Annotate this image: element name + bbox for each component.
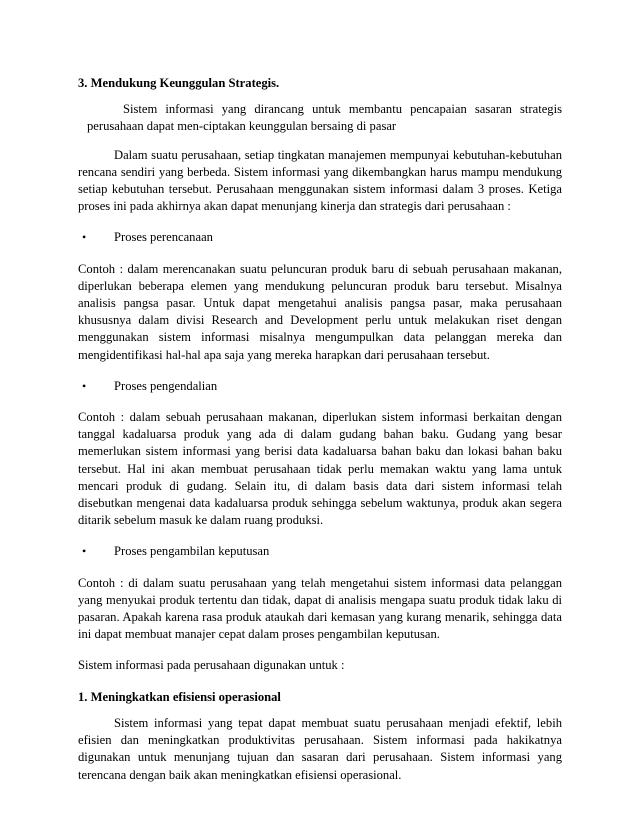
section-3-intro: Sistem informasi yang dirancang untuk membantu pencapaian sasaran strategis perusahaan dapat men-ciptakan keunggulan bersaing di pasar bbox=[87, 102, 562, 134]
section-3-paragraph: Dalam suatu perusahaan, setiap tingkatan manajemen mempunyai kebutuhan-kebutuhan rencana sendiri yang berbeda. Sistem informasi yang dikembangkan harus mampu mendukung setiap kebutuhan tersebut. Perusahaan menggunakan sistem informasi dalam 3 proses. Ketiga proses ini pada akhirnya akan dapat menunjang kinerja dan strategis dari perusahaan : bbox=[78, 147, 562, 214]
bullet-icon bbox=[78, 543, 114, 560]
bullet-icon bbox=[78, 378, 114, 395]
section-1-paragraph: Sistem informasi yang tepat dapat membuat suatu perusahaan menjadi efektif, lebih efisien dan meningkatkan produktivitas perusahaan. Sistem informasi pada hakikatnya digunakan untuk menunjang tujuan dan sasaran dari perusahaan. Sistem informasi yang terencana dengan baik akan meningkatkan efisiensi operasional. bbox=[78, 715, 562, 782]
uses-intro: Sistem informasi pada perusahaan digunakan untuk : bbox=[78, 658, 345, 673]
document-body bbox=[78, 75, 562, 784]
example-paragraph-planning: Contoh : dalam merencanakan suatu peluncuran produk baru di sebuah perusahaan makanan, diperlukan beberapa elemen yang mendukung peluncuran produk baru tersebut. Misalnya analisis pangsa pasar. Untuk dapat mengetahui analisis pangsa pasar, maka perusahaan khususnya dalam divisi Research and Development perlu untuk melakukan riset dengan menggunakan sistem informasi misalnya mengumpulkan data pelanggan mereka dan mengidentifikasi hal-hal apa saja yang mereka harapkan dari perusahaan tersebut. bbox=[78, 261, 562, 362]
bullet-label: Proses perencanaan bbox=[114, 230, 213, 245]
bullet-item-planning bbox=[78, 229, 562, 246]
bullet-label: Proses pengambilan keputusan bbox=[114, 544, 270, 559]
example-paragraph-decision: Contoh : di dalam suatu perusahaan yang telah mengetahui sistem informasi data pelanggan yang menyukai produk tertentu dan tidak, dapat di analisis mengapa suatu produk tidak laku di pasaran. Apakah karena rasa produk ataukah dari kemasan yang kurang menarik, sehingga data ini dapat membuat manajer cepat dalam proses pengambilan keputusan. bbox=[78, 575, 562, 642]
example-paragraph-control: Contoh : dalam sebuah perusahaan makanan, diperlukan sistem informasi berkaitan dengan tanggal kadaluarsa produk yang ada di dalam gudang bahan baku. Gudang yang besar memerlukan sistem informasi yang berisi data kadaluarsa bahan baku dan lokasi bahan baku tersebut. Hal ini akan membuat perusahaan tidak perlu memakan waktu yang lama untuk mencari produk di gudang. Selain itu, di dalam basis data dari sistem informasi telah disebutkan mengenai data kadaluarsa produk sehingga sebelum waktunya, produk akan segera ditarik sebelum masuk ke dalam ruang produksi. bbox=[78, 410, 562, 528]
section-1-heading: 1. Meningkatkan efisiensi operasional bbox=[78, 689, 281, 704]
bullet-icon bbox=[78, 229, 114, 246]
section-3-heading: 3. Mendukung Keunggulan Strategis. bbox=[78, 76, 280, 90]
bullet-item-decision bbox=[78, 543, 562, 560]
bullet-item-control bbox=[78, 378, 562, 395]
bullet-label: Proses pengendalian bbox=[114, 378, 218, 393]
